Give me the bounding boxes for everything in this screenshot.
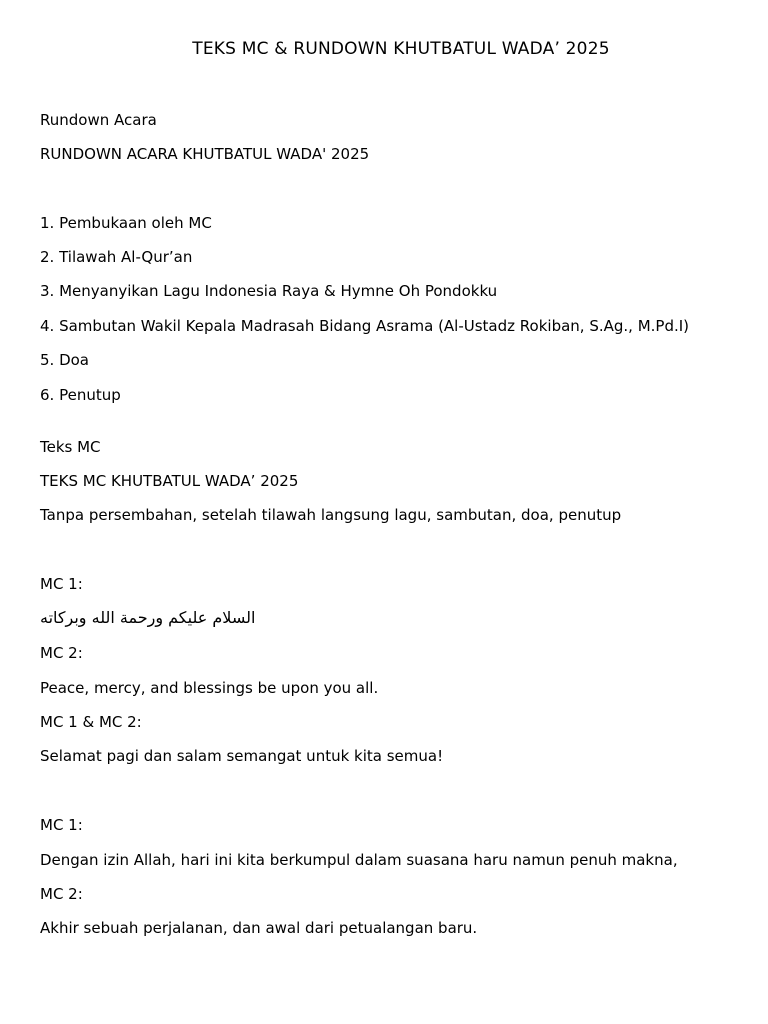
dialog-line: Dengan izin Allah, hari ini kita berkumpul dalam suasana haru namun penuh makna,: [40, 851, 678, 869]
speaker-label: MC 1:: [40, 816, 83, 834]
rundown-item: 6. Penutup: [40, 386, 121, 404]
dialog-line: Peace, mercy, and blessings be upon you all.: [40, 679, 379, 697]
speaker-label: MC 2:: [40, 885, 83, 903]
speaker-label: MC 2:: [40, 644, 83, 662]
document-title: TEKS MC & RUNDOWN KHUTBATUL WADA’ 2025: [192, 39, 610, 59]
rundown-item: 4. Sambutan Wakil Kepala Madrasah Bidang Asrama (Al-Ustadz Rokiban, S.Ag., M.Pd.I): [40, 317, 690, 335]
dialog-line: Selamat pagi dan salam semangat untuk kita semua!: [40, 747, 444, 765]
rundown-heading: RUNDOWN ACARA KHUTBATUL WADA' 2025: [40, 145, 370, 163]
rundown-item: 1. Pembukaan oleh MC: [40, 214, 212, 232]
rundown-item: 3. Menyanyikan Lagu Indonesia Raya & Hymne Oh Pondokku: [40, 282, 498, 300]
teks-mc-section-label: Teks MC: [40, 438, 101, 456]
dialog-line: Akhir sebuah perjalanan, dan awal dari petualangan baru.: [40, 919, 478, 937]
rundown-item: 5. Doa: [40, 351, 89, 369]
speaker-label: MC 1:: [40, 575, 83, 593]
teks-mc-heading: TEKS MC KHUTBATUL WADA’ 2025: [40, 472, 299, 490]
speaker-label: MC 1 & MC 2:: [40, 713, 142, 731]
rundown-item: 2. Tilawah Al-Qur’an: [40, 248, 193, 266]
dialog-line-arabic: السلام عليكم ورحمة الله وبركاته: [40, 608, 256, 627]
rundown-section-label: Rundown Acara: [40, 111, 157, 129]
teks-mc-note: Tanpa persembahan, setelah tilawah langsung lagu, sambutan, doa, penutup: [40, 506, 622, 524]
